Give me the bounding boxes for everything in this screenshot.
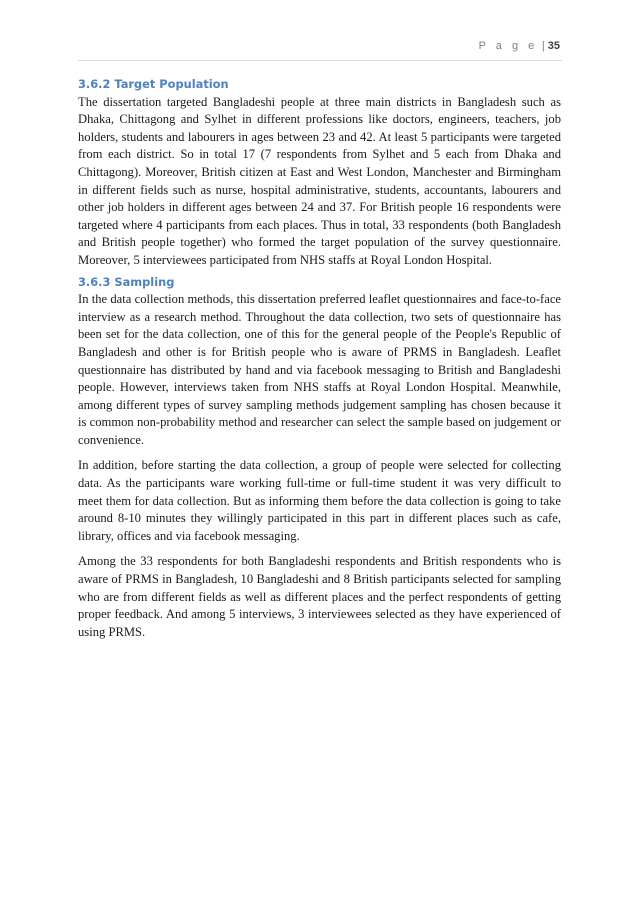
page-body <box>78 76 561 649</box>
page-label: P a g e <box>478 40 538 52</box>
section-heading: 3.6.3 Sampling <box>78 274 175 289</box>
section-target-population <box>78 76 561 270</box>
page-header <box>479 40 560 52</box>
section-sampling <box>78 274 561 642</box>
page-number: 35 <box>547 40 560 52</box>
paragraph: Among the 33 respondents for both Bangladeshi respondents and British respondents who is aware of PRMS in Bangladesh, 10 Bangladeshi and 8 British participants selected for sampling who are from different fields as well as different places and the perfect respondents of getting proper feedback. And among 5 interviews, 3 interviewees selected as they have experienced of using PRMS. <box>78 554 561 639</box>
section-heading: 3.6.2 Target Population <box>78 77 229 91</box>
header-divider <box>78 60 562 61</box>
page-separator: | <box>541 40 545 52</box>
paragraph: In the data collection methods, this dissertation preferred leaflet questionnaires and face-to-face interview as a research method. Throughout the data collection, two sets of questionnaire has been set for the data collection, one of this for the general people of the People's Republic of Bangladesh and other is for British people who is aware of PRMS in Bangladesh. Leaflet questionnaire has distributed by hand and via facebook messaging to British and Bangladeshi people. However, interviews taken from NHS staffs at Royal London Hospital. Meanwhile, among different types of survey sampling methods judgement sampling has chosen because it is common non-probability method and researcher can select the sample based on judgement or convenience. <box>78 292 561 447</box>
paragraph: The dissertation targeted Bangladeshi people at three main districts in Bangladesh such as Dhaka, Chittagong and Sylhet in different professions like doctors, engineers, teachers, job holders, students and labourers in ages between 23 and 42. At least 5 participants were targeted from each district. So in total 17 (7 respondents from Sylhet and 5 each from Dhaka and Chittagong). Moreover, British citizen at East and West London, Manchester and Birmingham in different fields such as nurse, hospital administrative, students, accountants, labourers and other job holders in different ages between 24 and 37. For British people 16 respondents were targeted where 4 participants from each places. Thus in total, 33 respondents (both Bangladesh and British people together) who formed the target population of the survey questionnaire. Moreover, 5 interviewees participated from NHS staffs at Royal London Hospital. <box>78 94 561 267</box>
paragraph: In addition, before starting the data collection, a group of people were selected for collecting data. As the participants ware working full-time or full-time student it was very difficult to meet them for data collection. But as informing them before the data collection is going to take around 8-10 minutes they willingly participated in this part in different places such as cafe, library, offices and via facebook messaging. <box>78 458 561 543</box>
